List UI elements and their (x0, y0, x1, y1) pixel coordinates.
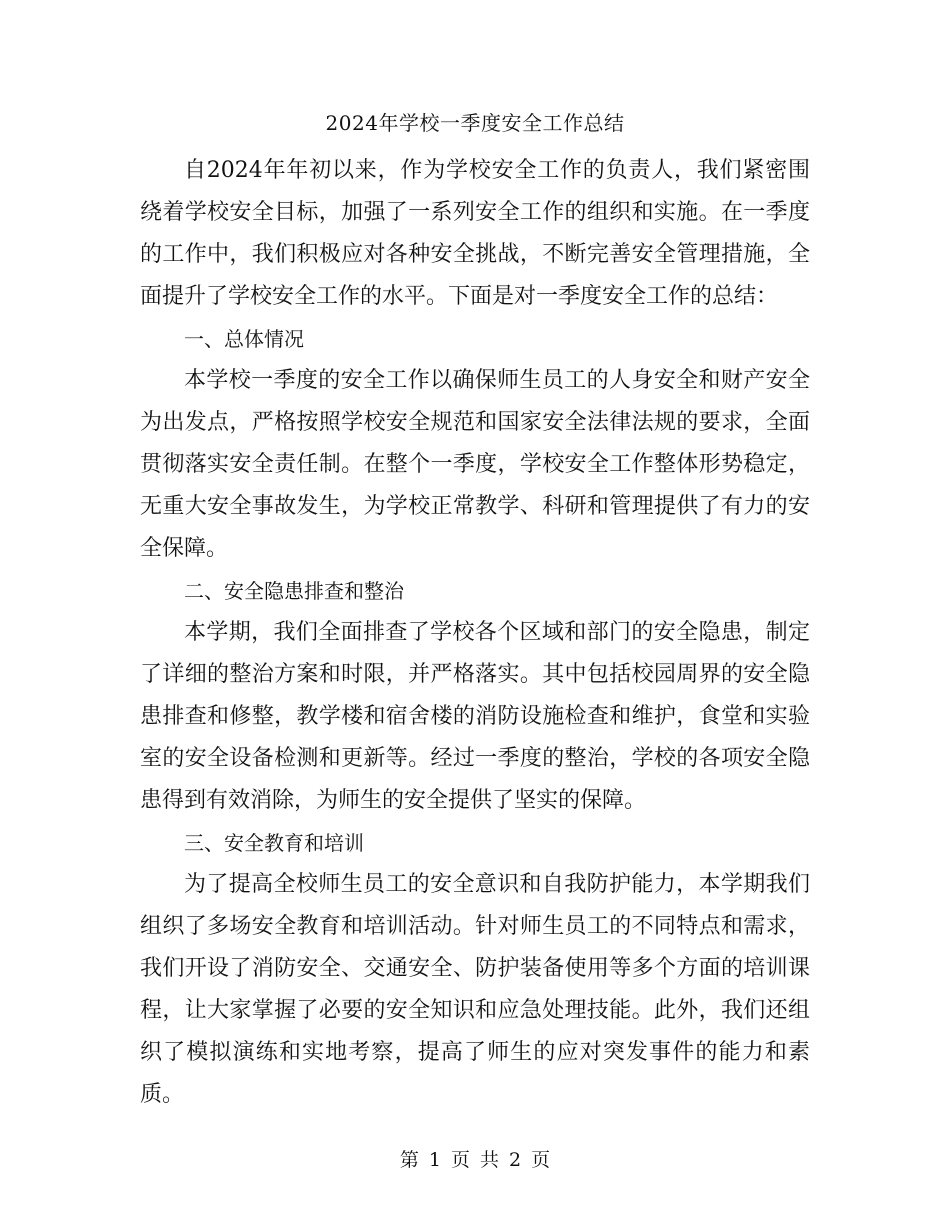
document-body (140, 150, 810, 1116)
page-number-footer: 第 1 页 共 2 页 (399, 1149, 551, 1171)
document-title: 2024年学校一季度安全工作总结 (325, 111, 625, 135)
section-body-overview: 本学校一季度的安全工作以确保师生员工的人身安全和财产安全为出发点，严格按照学校安全规范和国家安全法律法规的要求，全面贯彻落实安全责任制。在整个一季度，学校安全工作整体形势稳定，无重大安全事故发生，为学校正常教学、科研和管理提供了有力的安全保障。 (140, 368, 810, 561)
intro-paragraph: 自2024年年初以来，作为学校安全工作的负责人，我们紧密围绕着学校安全目标，加强了一系列安全工作的组织和实施。在一季度的工作中，我们积极应对各种安全挑战，不断完善安全管理措施，全面提升了学校安全工作的水平。下面是对一季度安全工作的总结： (140, 158, 810, 309)
section-heading-safety-training: 三、安全教育和培训 (184, 831, 364, 855)
section-body-safety-training: 为了提高全校师生员工的安全意识和自我防护能力，本学期我们组织了多场安全教育和培训活动。针对师生员工的不同特点和需求，我们开设了消防安全、交通安全、防护装备使用等多个方面的培训课程，让大家掌握了必要的安全知识和应急处理技能。此外，我们还组织了模拟演练和实地考察，提高了师生的应对突发事件的能力和素质。 (140, 872, 810, 1107)
section-body-hazard-inspection: 本学期，我们全面排查了学校各个区域和部门的安全隐患，制定了详细的整治方案和时限，并严格落实。其中包括校园周界的安全隐患排查和修整，教学楼和宿舍楼的消防设施检查和维护，食堂和实验室的安全设备检测和更新等。经过一季度的整治，学校的各项安全隐患得到有效消除，为师生的安全提供了坚实的保障。 (140, 620, 810, 813)
section-heading-overview: 一、总体情况 (184, 327, 304, 351)
section-heading-hazard-inspection: 二、安全隐患排查和整治 (184, 579, 404, 603)
